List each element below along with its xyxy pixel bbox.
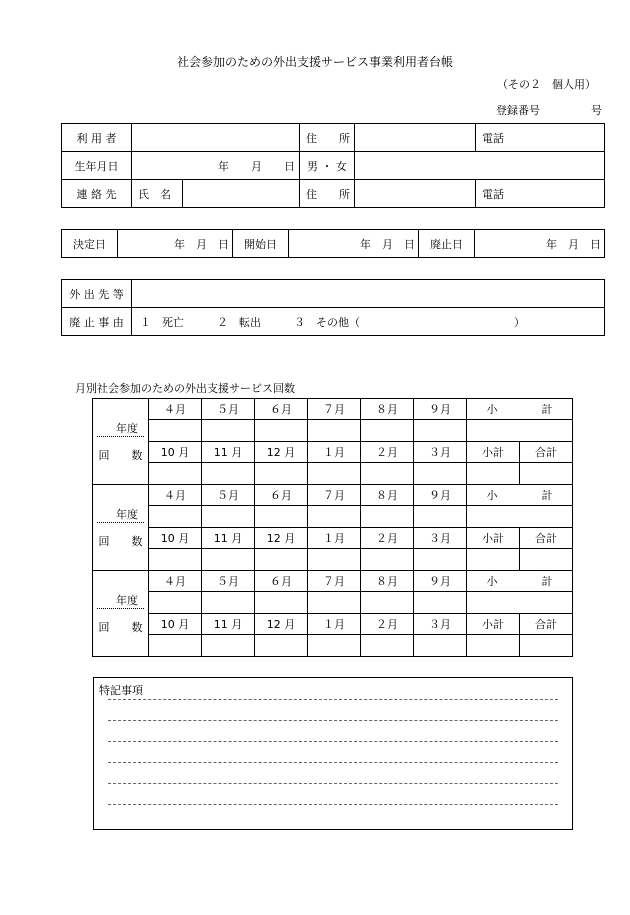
abolish-reason-label: 廃 止 事 由 [62,308,132,336]
count-label: 回 数 [98,535,143,548]
decision-date-field[interactable] [118,230,233,258]
month-header: 11 月 [202,528,255,549]
month-header: 12 月 [255,442,308,463]
month-count-cell[interactable] [255,463,308,485]
total-cell[interactable] [520,549,573,571]
abolish-reason-field[interactable] [132,308,605,336]
month-header: ５月 [202,485,255,506]
subtotal-header: 小 計 [467,399,573,420]
contact-phone-label: 電話 [482,187,504,201]
month-count-cell[interactable] [255,549,308,571]
date-table [61,229,605,258]
month-count-cell[interactable] [149,463,202,485]
notes-line[interactable] [108,783,558,784]
month-header: ３月 [414,614,467,635]
page-subtitle: （その２ 個人用） [497,78,596,91]
user-phone-cell[interactable] [476,124,605,152]
month-count-cell[interactable] [414,463,467,485]
month-count-cell[interactable] [202,506,255,528]
page-title: 社会参加のための外出支援サービス事業利用者台帳 [176,55,453,69]
month-header: ４月 [149,485,202,506]
month-count-cell[interactable] [361,463,414,485]
month-header: 12 月 [255,614,308,635]
month-count-cell[interactable] [361,635,414,657]
year-count-label-cell [93,571,149,657]
gender-field[interactable] [300,152,355,180]
month-header: ２月 [361,528,414,549]
month-count-cell[interactable] [255,592,308,614]
subtotal-cell[interactable] [467,463,520,485]
user-label: 利 用 者 [62,124,132,152]
subtotal-header: 小計 [467,528,520,549]
abolish-date-field[interactable] [475,230,605,258]
count-label: 回 数 [98,449,143,462]
subtotal-cell[interactable] [467,549,520,571]
month-header: ８月 [361,571,414,592]
start-date-field[interactable] [289,230,419,258]
registration-suffix: 号 [591,104,602,117]
month-count-cell[interactable] [202,463,255,485]
month-count-cell[interactable] [255,506,308,528]
notes-line[interactable] [108,762,558,763]
contact-address-label: 住 所 [300,180,355,208]
year-field[interactable] [97,420,144,437]
month-count-cell[interactable] [414,549,467,571]
monthly-year-block [92,398,573,485]
year-label: 年度 [116,594,138,607]
month-header: ４月 [149,399,202,420]
abolish-date-label: 廃止日 [419,230,475,258]
user-table [61,123,605,208]
month-count-cell[interactable] [308,549,361,571]
month-header: 10 月 [149,614,202,635]
year-count-label-cell [93,399,149,485]
subtotal-header: 小 計 [467,571,573,592]
month-count-cell[interactable] [308,506,361,528]
subtotal-header: 小 計 [467,485,573,506]
decision-date-label: 決定日 [62,230,118,258]
month-header: ５月 [202,571,255,592]
registration-label: 登録番号 [496,104,540,117]
month-count-cell[interactable] [149,635,202,657]
birth-blank [355,152,605,180]
month-count-cell[interactable] [308,420,361,442]
birth-date-field[interactable] [132,152,300,180]
month-count-cell[interactable] [149,592,202,614]
user-address-field[interactable] [355,124,476,152]
month-count-cell[interactable] [414,506,467,528]
month-count-cell[interactable] [149,506,202,528]
month-count-cell[interactable] [202,635,255,657]
contact-name-field[interactable] [183,180,300,208]
month-count-cell[interactable] [414,592,467,614]
month-header: 10 月 [149,528,202,549]
contact-address-field[interactable] [355,180,476,208]
total-cell[interactable] [520,463,573,485]
month-header: ８月 [361,485,414,506]
month-header: ９月 [414,399,467,420]
subtotal-cell[interactable] [467,506,573,528]
month-header: ３月 [414,442,467,463]
month-header: 10 月 [149,442,202,463]
total-header: 合計 [520,614,573,635]
contact-phone-cell[interactable] [476,180,605,208]
abolish-reason-value: １ 死亡 ２ 転出 ３ その他（ ） [140,315,525,329]
total-header: 合計 [520,442,573,463]
notes-line[interactable] [108,699,558,700]
month-header: ９月 [414,485,467,506]
subtotal-cell[interactable] [467,592,573,614]
month-count-cell[interactable] [255,635,308,657]
notes-label: 特記事項 [99,684,143,697]
month-header: 11 月 [202,442,255,463]
gender-value: 男 ・ 女 [307,159,347,173]
month-count-cell[interactable] [308,463,361,485]
birth-date-value: 年 月 日 [218,159,295,173]
notes-line[interactable] [108,741,558,742]
start-date-label: 開始日 [233,230,289,258]
month-header: ７月 [308,571,361,592]
month-count-cell[interactable] [202,592,255,614]
subtotal-cell[interactable] [467,420,573,442]
destination-field[interactable] [132,280,605,308]
month-header: ６月 [255,399,308,420]
month-count-cell[interactable] [149,420,202,442]
month-count-cell[interactable] [255,420,308,442]
start-date-value: 年 月 日 [360,237,415,251]
month-header: ９月 [414,571,467,592]
birth-label: 生年月日 [62,152,132,180]
month-header: 12 月 [255,528,308,549]
month-header: ６月 [255,571,308,592]
month-header: １月 [308,614,361,635]
month-count-cell[interactable] [308,592,361,614]
total-header: 合計 [520,528,573,549]
total-cell[interactable] [520,635,573,657]
month-header: 11 月 [202,614,255,635]
monthly-year-block [92,484,573,571]
month-header: ７月 [308,399,361,420]
month-header: ２月 [361,614,414,635]
month-count-cell[interactable] [202,420,255,442]
user-address-label: 住 所 [300,124,355,152]
contact-name-label: 氏 名 [132,180,183,208]
year-field[interactable] [97,506,144,523]
month-header: １月 [308,442,361,463]
month-count-cell[interactable] [149,549,202,571]
month-header: ８月 [361,399,414,420]
outing-table [61,279,605,336]
month-header: ５月 [202,399,255,420]
month-header: ４月 [149,571,202,592]
month-header: ２月 [361,442,414,463]
month-header: ６月 [255,485,308,506]
notes-line[interactable] [108,804,558,805]
month-count-cell[interactable] [202,549,255,571]
month-count-cell[interactable] [361,592,414,614]
monthly-year-block [92,570,573,657]
year-label: 年度 [116,422,138,435]
month-header: １月 [308,528,361,549]
month-count-cell[interactable] [361,506,414,528]
destination-label: 外 出 先 等 [62,280,132,308]
monthly-caption: 月別社会参加のための外出支援サービス回数 [75,382,295,395]
registration-number [496,102,602,118]
user-name-field[interactable] [132,124,300,152]
subtotal-cell[interactable] [467,635,520,657]
notes-box [93,677,573,830]
year-label: 年度 [116,508,138,521]
subtotal-header: 小計 [467,614,520,635]
contact-label: 連 絡 先 [62,180,132,208]
subtotal-header: 小計 [467,442,520,463]
month-count-cell[interactable] [361,420,414,442]
month-header: ３月 [414,528,467,549]
user-phone-label: 電話 [482,131,504,145]
notes-line[interactable] [108,720,558,721]
month-count-cell[interactable] [308,635,361,657]
month-count-cell[interactable] [414,635,467,657]
year-count-label-cell [93,485,149,571]
month-count-cell[interactable] [414,420,467,442]
abolish-date-value: 年 月 日 [546,237,601,251]
month-header: ７月 [308,485,361,506]
month-count-cell[interactable] [361,549,414,571]
decision-date-value: 年 月 日 [174,237,229,251]
year-field[interactable] [97,592,144,609]
count-label: 回 数 [98,621,143,634]
